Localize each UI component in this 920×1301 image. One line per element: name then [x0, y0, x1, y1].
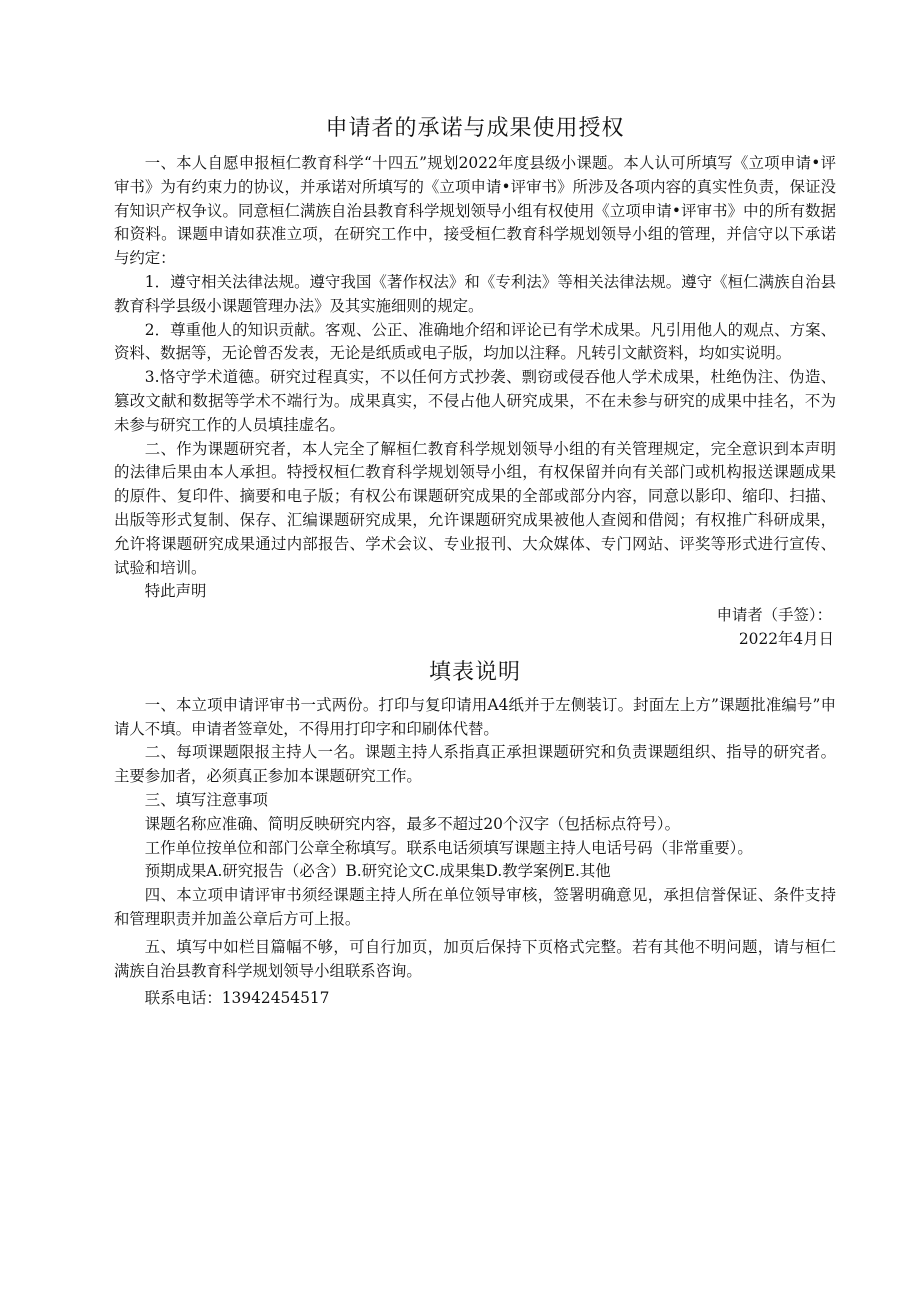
pledge-paragraph-1: 一、本人自愿申报桓仁教育科学“十四五”规划2022年度县级小课题。本人认可所填写《立项申请•评审书》为有约束力的协议，并承诺对所填写的《立项申请•评审书》所涉及各项内容的真实性负责，保证没有知识产权争议。同意桓仁满族自治县教育科学规划领导小组有权使用《立项申请•评审书》中的所有数据和资料。课题申请如获准立项，在研究工作中，接受桓仁教育科学规划领导小组的管理，并信守以下承诺与约定： — [114, 154, 836, 268]
instruction-paragraph-7: 四、本立项申请评审书须经课题主持人所在单位领导审核，签署明确意见，承担信誉保证、条件支持和管理职责并加盖公章后方可上报。 — [114, 886, 836, 928]
instruction-paragraph-3: 三、填写注意事项 — [144, 790, 268, 809]
instruction-paragraph-5: 工作单位按单位和部门公章全称填写。联系电话须填写课题主持人电话号码（非常重要）。 — [144, 838, 753, 857]
pledge-paragraph-2: 1．遵守相关法律法规。遵守我国《著作权法》和《专利法》等相关法律法规。遵守《桓仁满族自治县教育科学县级小课题管理办法》及其实施细则的规定。 — [114, 272, 836, 315]
signature-label: 申请者（手签）： — [716, 606, 832, 625]
instruction-paragraph-1: 一、本立项申请评审书一式两份。打印与复印请用A4纸并于左侧装订。封面左上方”课题批准编号”申请人不填。申请者签章处，不得用打印字和印刷体代替。 — [114, 695, 836, 738]
pledge-title: 申请者的承诺与成果使用授权 — [325, 116, 625, 141]
instructions-title: 填表说明 — [428, 659, 521, 685]
instruction-paragraph-8: 五、填写中如栏目篇幅不够，可自行加页，加页后保持下页格式完整。若有其他不明问题，请与桓仁满族自治县教育科学规划领导小组联系咨询。 — [114, 937, 836, 980]
signature-date: 2022年4月日 — [738, 629, 834, 648]
instruction-paragraph-2: 二、每项课题限报主持人一名。课题主持人系指真正承担课题研究和负责课题组织、指导的研究者。主要参加者，必须真正参加本课题研究工作。 — [114, 743, 836, 786]
instruction-paragraph-6: 预期成果A.研究报告（必含）B.研究论文C.成果集D.教学案例E.其他 — [144, 862, 611, 881]
pledge-paragraph-3: 2．尊重他人的知识贡献。客观、公正、准确地介绍和评论已有学术成果。凡引用他人的观点、方案、资料、数据等，无论曾否发表，无论是纸质或电子版，均加以注释。凡转引文献资料，均如实说明。 — [114, 320, 836, 363]
instruction-paragraph-4: 课题名称应准确、简明反映研究内容，最多不超过20个汉字（包括标点符号）。 — [144, 814, 680, 833]
pledge-declaration: 特此声明 — [144, 582, 207, 601]
pledge-paragraph-5: 二、作为课题研究者，本人完全了解桓仁教育科学规划领导小组的有关管理规定，完全意识到本声明的法律后果由本人承担。特授权桓仁教育科学规划领导小组，有权保留并向有关部门或机构报送课题成果的原件、复印件、摘要和电子版；有权公布课题研究成果的全部或部分内容，同意以影印、缩印、扫描、出版等形式复制、保存、汇编课题研究成果，允许课题研究成果被他人查阅和借阅；有权推广科研成果，允许将课题研究成果通过内部报告、学术会议、专业报刊、大众媒体、专门网站、评奖等形式进行宣传、试验和培训。 — [114, 439, 836, 577]
document-page — [114, 112, 836, 1011]
contact-phone: 联系电话：13942454517 — [144, 989, 330, 1008]
pledge-paragraph-4: 3.恪守学术道德。研究过程真实，不以任何方式抄袭、剽窃或侵吞他人学术成果，杜绝伪注、伪造、篡改文献和数据等学术不端行为。成果真实，不侵占他人研究成果，不在未参与研究的成果中挂名，不为未参与研究工作的人员填挂虚名。 — [114, 368, 836, 434]
